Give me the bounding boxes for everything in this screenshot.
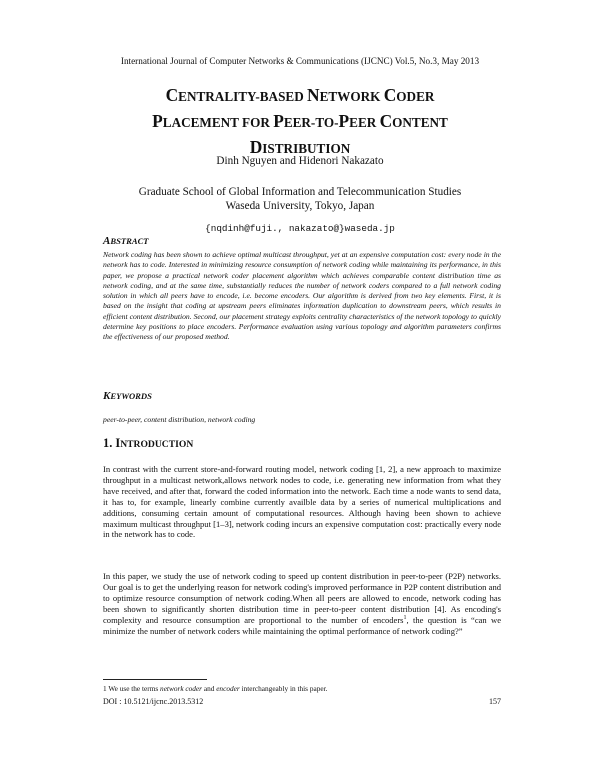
affiliation-line-1: Graduate School of Global Information and Telecommunication Studies bbox=[138, 186, 462, 198]
title-line-3: DISTRIBUTION bbox=[249, 137, 351, 157]
paper-title bbox=[60, 83, 540, 161]
footnote: 1 We use the terms network coder and encoder interchangeably in this paper. bbox=[103, 684, 328, 693]
title-line-2: PLACEMENT FOR PEER-TO-PEER CONTENT bbox=[152, 111, 448, 131]
introduction-heading: 1. INTRODUCTION bbox=[103, 436, 194, 450]
keywords-heading: KEYWORDS bbox=[103, 390, 152, 402]
doi-footer: DOI : 10.5121/ijcnc.2013.5312 bbox=[103, 697, 204, 706]
keywords-text: peer-to-peer, content distribution, network coding bbox=[103, 415, 256, 424]
abstract-text: Network coding has been shown to achieve optimal multicast throughput, yet at an expensive computation cost: every node in the network has to code. Interested in minimizing resource consumption of network coding while maintaining its performance, in this paper, we propose a practical network coder placement algorithm which achieves comparable content distribution time as network coding, and at the same time, substantially reduces the number of network coders compared to a full network coding solution in which all peers have to encode, i.e. become encoders. Our algorithm is derived from two key elements. First, it is based on the insight that coding at upstream peers eliminates information duplication to downstream peers, which results in efficient content distribution. Second, our placement strategy exploits centrality characteristics of the network topology to quickly determine key positions to place encoders. Performance evaluation using various topology and algorithm parameters confirms the effectiveness of our proposed method. bbox=[103, 250, 501, 342]
author-list: Dinh Nguyen and Hidenori Nakazato bbox=[216, 155, 384, 167]
intro-paragraph-2: In this paper, we study the use of network coding to speed up content distribution in peer-to-peer (P2P) networks. Our goal is to get the underlying reason for network coding's improved performance in P2P content distribution and to optimize resource consumption of network coding.When all peers are allowed to encode, network coding has been shown to significantly shorten distribution time in peer-to-peer content distribution [4]. As encoding's complexity and resource consumption are proportional to the number of encoders$^1$, the question is “can we minimize the number of network coders while maintaining the optimal performance of network coding?” bbox=[103, 571, 501, 636]
abstract-heading: ABSTRACT bbox=[103, 235, 149, 247]
footnote-divider bbox=[103, 679, 207, 680]
running-header: International Journal of Computer Networks & Communications (IJCNC) Vol.5, No.3, May 2013 bbox=[120, 56, 480, 66]
affiliation-line-2: Waseda University, Tokyo, Japan bbox=[225, 199, 375, 212]
title-line-1: CENTRALITY-BASED NETWORK CODER bbox=[165, 85, 435, 105]
footnote-marker: 1 bbox=[403, 614, 407, 621]
page-number: 157 bbox=[489, 697, 501, 706]
affiliation bbox=[0, 186, 600, 213]
intro-paragraph-1: In contrast with the current store-and-forward routing model, network coding [1, 2], a new approach to maximize throughput in a multicast network,allows network nodes to code, i.e. generating new information from what they have received, and after that, forward the coded information into the network. Each time a node wants to send data, it has to, for example, linearly combine currently availble data by a series of numerical multiplications and additions, consuming certain amount of computational resources. Although having been shown to achieve maximum multicast throughput [1–3], network coding incurs an expensive computation cost: practically every node in the network has to code. bbox=[103, 464, 501, 540]
author-email: {nqdinh@fuji., nakazato@}waseda.jp bbox=[205, 223, 395, 234]
